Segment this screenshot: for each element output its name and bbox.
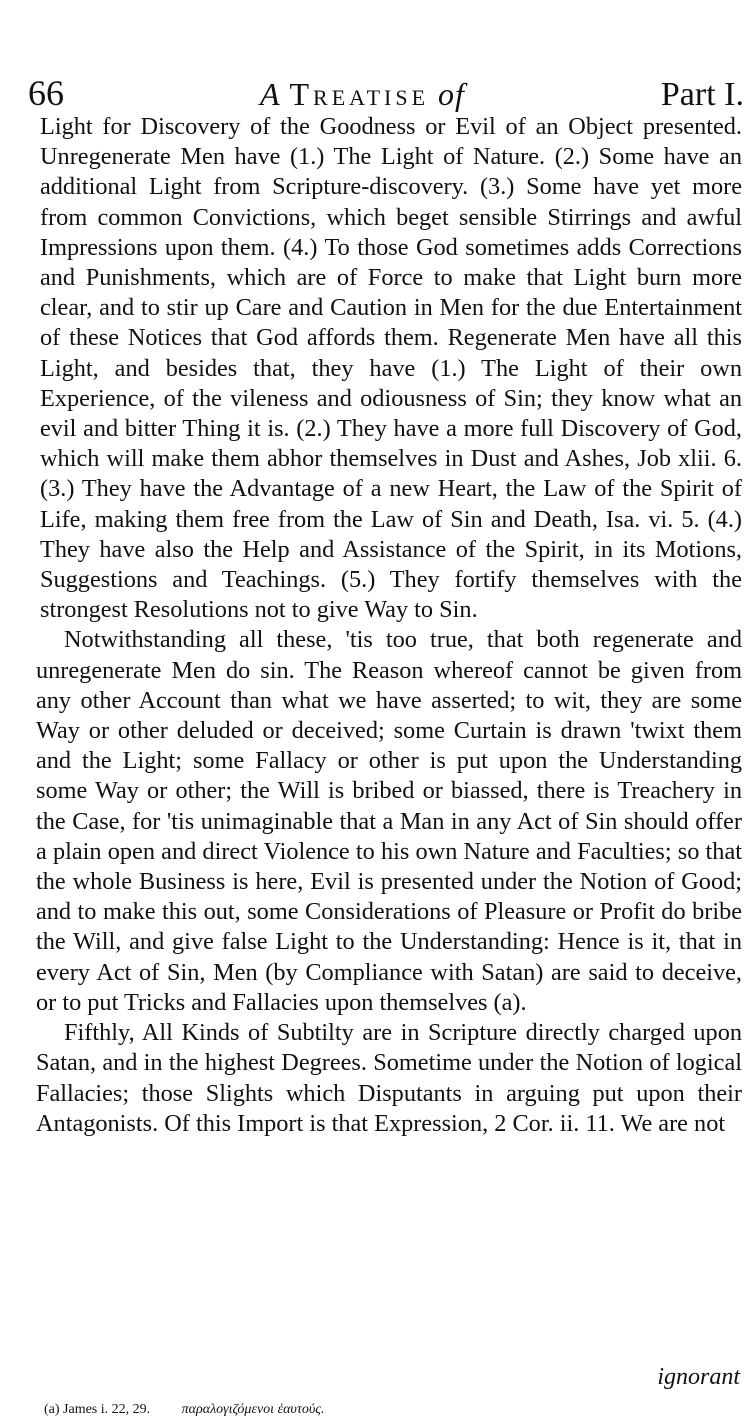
running-header — [28, 72, 744, 116]
footnote — [44, 1402, 324, 1418]
paragraph-2: Notwithstanding all these, 'tis too true, that both regenerate and unregenerate Men do sin. The Reason whereof cannot be given from any other Account than what we have asserted; to wit, they are some Way or other deluded or deceived; some Curtain is drawn 'twixt them and the Light; some Fallacy or other is put upon the Understanding some Way or other; the Will is bribed or biassed, there is Treachery in the Case, for 'tis unimaginable that a Man in any Act of Sin should offer a plain open and direct Violence to his own Nature and Faculties; so that the whole Business is here, Evil is presented under the Notion of Good; and to make this out, some Considerations of Pleasure or Profit do bribe the Will, and give false Light to the Understanding: Hence is it, that in every Act of Sin, Men (by Compliance with Satan) are said to deceive, or to put Tricks and Fallacies upon themselves (a). — [36, 626, 742, 1016]
footnote-reference: (a) James i. 22, 29. — [44, 1402, 151, 1417]
paragraph-1: Light for Discovery of the Goodness or Evil of an Object presented. Unregenerate Men have (1.) The Light of Nature. (2.) Some have an additional Light from Scripture-discovery. (3.) Some have yet more from common Convictions, which beget sensible Stirrings and awful Impressions upon them. (4.) To those God sometimes adds Corrections and Punishments, which are of Force to make that Light burn more clear, and to stir up Care and Caution in Men for the due Entertainment of these Notices that God affords them. Regenerate Men have all this Light, and besides that, they have (1.) The Light of their own Experience, of the vileness and odiousness of Sin; they know what an evil and bitter Thing it is. (2.) They have a more full Discovery of God, which will make them abhor themselves in Dust and Ashes, Job xlii. 6. (3.) They have the Advantage of a new Heart, the Law of the Spirit of Life, making them free from the Law of Sin and Death, Isa. vi. 5. (4.) They have also the Help and Assistance of the Spirit, in its Motions, Suggestions and Teachings. (5.) They fortify themselves with the strongest Resolutions not to give Way to Sin. — [40, 113, 742, 624]
page-number: 66 — [28, 73, 64, 113]
running-title — [260, 76, 465, 113]
body-text — [36, 112, 742, 1139]
part-label: Part I. — [660, 76, 744, 113]
title-word: Treatise — [289, 76, 430, 112]
paragraph-3: Fifthly, All Kinds of Subtilty are in Scripture directly charged upon Satan, and in the highest Degrees. Sometime under the Notion of logical Fallacies; those Slights which Disputants in arguing put upon their Antagonists. Of this Import is that Expression, 2 Cor. ii. 11. We are not — [36, 1019, 742, 1137]
title-initial: A — [259, 76, 281, 112]
footnote-greek: παραλογιζόμενοι ἑαυτούς. — [181, 1402, 325, 1417]
title-of: of — [438, 76, 465, 112]
catchword: ignorant — [657, 1364, 740, 1390]
